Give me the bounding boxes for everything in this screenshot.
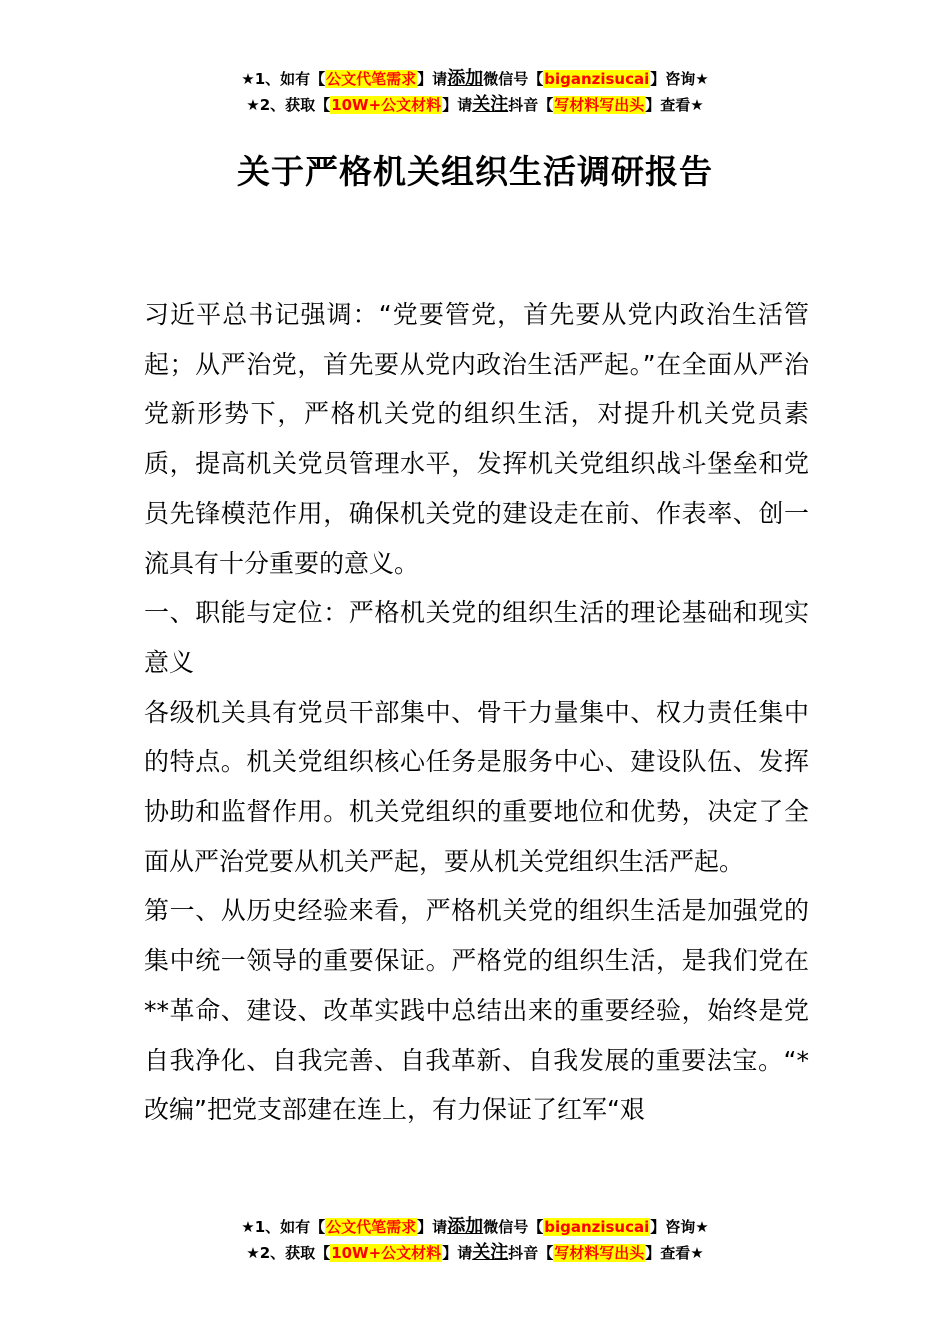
promo-line-1 [0,66,950,92]
paragraph: 第一、从历史经验来看，严格机关党的组织生活是加强党的集中统一领导的重要保证。严格党的组织生活，是我们党在**革命、建设、改革实践中总结出来的重要经验，始终是党自我净化、自我完善、自我革新、自我发展的重要法宝。“*改编”把党支部建在连上，有力保证了红军“艰 [144,896,809,1125]
promo-footer [0,1214,950,1266]
document-title: 关于严格机关组织生活调研报告 [237,152,713,191]
promo-text: 微信号【 [483,70,544,88]
promo-text: 】查看★ [645,1244,704,1262]
promo-highlight: 公文代笔需求 [326,1218,417,1236]
promo-line-2 [0,1240,950,1266]
promo-wechat-id: biganzisucai [544,1218,650,1236]
promo-header [0,66,950,118]
promo-text: 抖音【 [508,1244,554,1262]
promo-douyin-id: 写材料写出头 [554,1244,645,1262]
promo-highlight: 10W+公文材料 [331,1244,442,1262]
promo-douyin-id: 写材料写出头 [554,96,645,114]
promo-wechat-id: biganzisucai [544,70,650,88]
promo-emphasis: 关注 [472,94,509,115]
promo-text: ★2、获取【 [246,96,331,114]
promo-line-2 [0,92,950,118]
promo-emphasis: 添加 [447,68,484,89]
promo-emphasis: 关注 [472,1242,509,1263]
promo-text: 微信号【 [483,1218,544,1236]
promo-text: 】咨询★ [650,70,709,88]
promo-text: 】请 [442,1244,473,1262]
paragraph: 各级机关具有党员干部集中、骨干力量集中、权力责任集中的特点。机关党组织核心任务是服务中心、建设队伍、发挥协助和监督作用。机关党组织的重要地位和优势，决定了全面从严治党要从机关严起，要从机关党组织生活严起。 [144,697,809,876]
promo-emphasis: 添加 [447,1216,484,1237]
section-heading: 一、职能与定位：严格机关党的组织生活的理论基础和现实意义 [144,598,809,677]
promo-text: 】请 [417,1218,448,1236]
promo-highlight: 公文代笔需求 [326,70,417,88]
promo-text: 抖音【 [508,96,554,114]
promo-line-1 [0,1214,950,1240]
promo-text: 】咨询★ [650,1218,709,1236]
paragraph: 习近平总书记强调：“党要管党，首先要从党内政治生活管起；从严治党，首先要从党内政治生活严起。”在全面从严治党新形势下，严格机关党的组织生活，对提升机关党员素质，提高机关党员管理水平，发挥机关党组织战斗堡垒和党员先锋模范作用，确保机关党的建设走在前、作表率、创一流具有十分重要的意义。 [144,300,809,578]
document-body [144,290,809,1135]
promo-text: ★1、如有【 [241,70,326,88]
promo-text: ★1、如有【 [241,1218,326,1236]
promo-text: ★2、获取【 [246,1244,331,1262]
promo-text: 】请 [442,96,473,114]
promo-text: 】查看★ [645,96,704,114]
promo-text: 】请 [417,70,448,88]
promo-highlight: 10W+公文材料 [331,96,442,114]
